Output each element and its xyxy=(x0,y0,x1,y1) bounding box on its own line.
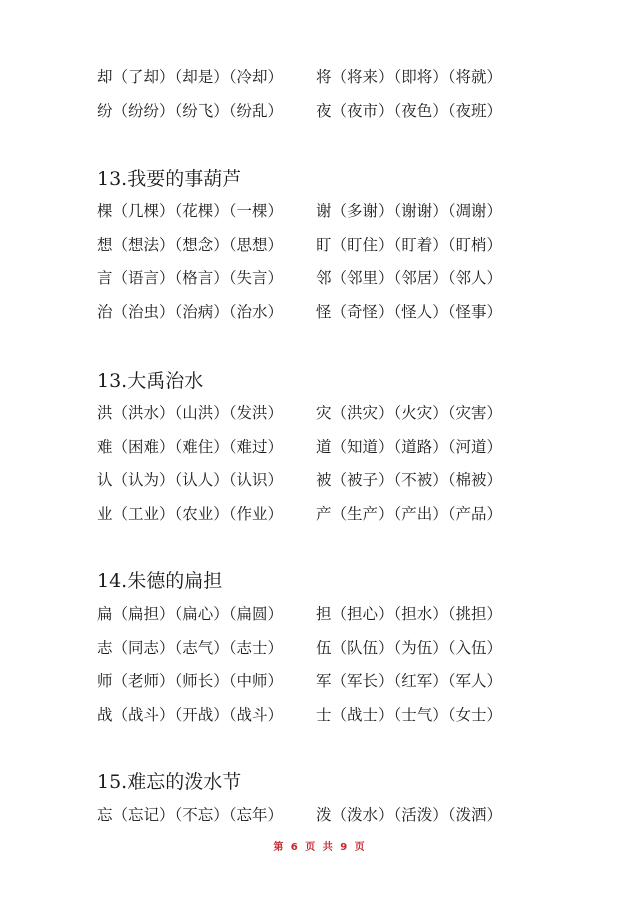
word-row xyxy=(97,668,517,694)
word-row xyxy=(97,98,517,124)
word-group-right: 伍（队伍）（为伍）（入伍） xyxy=(316,639,503,657)
word-row xyxy=(97,467,517,493)
word-group-left: 纷（纷纷）（纷飞）（纷乱） xyxy=(97,102,284,120)
page-number-footer: 第 6 页 共 9 页 xyxy=(273,842,367,853)
word-group-left: 战（战斗）（开战）（战斗） xyxy=(97,706,284,724)
word-group-right: 产（生产）（产出）（产品） xyxy=(316,505,503,523)
word-row xyxy=(97,635,517,661)
word-group-left: 忘（忘记）（不忘）（忘年） xyxy=(97,806,284,824)
word-row xyxy=(97,501,517,527)
word-group-right: 盯（盯住）（盯着）（盯梢） xyxy=(316,236,503,254)
word-row xyxy=(97,198,517,224)
word-group-right: 被（被子）（不被）（棉被） xyxy=(316,471,503,489)
word-row xyxy=(97,299,517,325)
word-group-left: 师（老师）（师长）（中师） xyxy=(97,672,284,690)
word-group-left: 业（工业）（农业）（作业） xyxy=(97,505,284,523)
word-group-left: 难（困难）（难住）（难过） xyxy=(97,438,284,456)
section-heading: 15.难忘的泼水节 xyxy=(97,771,242,793)
word-group-left: 棵（几棵）（花棵）（一棵） xyxy=(97,202,284,220)
word-group-left: 认（认为）（认人）（认识） xyxy=(97,471,284,489)
section-heading: 13.我要的事葫芦 xyxy=(97,168,242,190)
word-group-left: 想（想法）（想念）（思想） xyxy=(97,236,284,254)
word-group-left: 言（语言）（格言）（失言） xyxy=(97,269,284,287)
word-group-left: 却（了却）（却是）（冷却） xyxy=(97,68,284,86)
word-group-right: 怪（奇怪）（怪人）（怪事） xyxy=(316,303,503,321)
word-group-right: 夜（夜市）（夜色）（夜班） xyxy=(316,102,503,120)
word-row xyxy=(97,601,517,627)
section-heading: 13.大禹治水 xyxy=(97,370,204,392)
word-row xyxy=(97,232,517,258)
word-row xyxy=(97,400,517,426)
word-group-right: 泼（泼水）（活泼）（泼洒） xyxy=(316,806,503,824)
word-group-right: 道（知道）（道路）（河道） xyxy=(316,438,503,456)
word-group-right: 邻（邻里）（邻居）（邻人） xyxy=(316,269,503,287)
section-heading: 14.朱德的扁担 xyxy=(97,570,223,592)
word-group-left: 扁（扁担）（扁心）（扁圆） xyxy=(97,605,284,623)
word-group-right: 谢（多谢）（谢谢）（凋谢） xyxy=(316,202,503,220)
word-group-right: 灾（洪灾）（火灾）（灾害） xyxy=(316,404,503,422)
word-group-left: 治（治虫）（治病）（治水） xyxy=(97,303,284,321)
word-row xyxy=(97,265,517,291)
word-row xyxy=(97,64,517,90)
word-group-left: 洪（洪水）（山洪）（发洪） xyxy=(97,404,284,422)
word-group-right: 担（担心）（担水）（挑担） xyxy=(316,605,503,623)
word-group-right: 军（军长）（红军）（军人） xyxy=(316,672,503,690)
word-group-left: 志（同志）（志气）（志士） xyxy=(97,639,284,657)
word-row xyxy=(97,434,517,460)
word-group-right: 士（战士）（士气）（女士） xyxy=(316,706,503,724)
word-row xyxy=(97,802,517,828)
word-row xyxy=(97,702,517,728)
word-group-right: 将（将来）（即将）（将就） xyxy=(316,68,503,86)
